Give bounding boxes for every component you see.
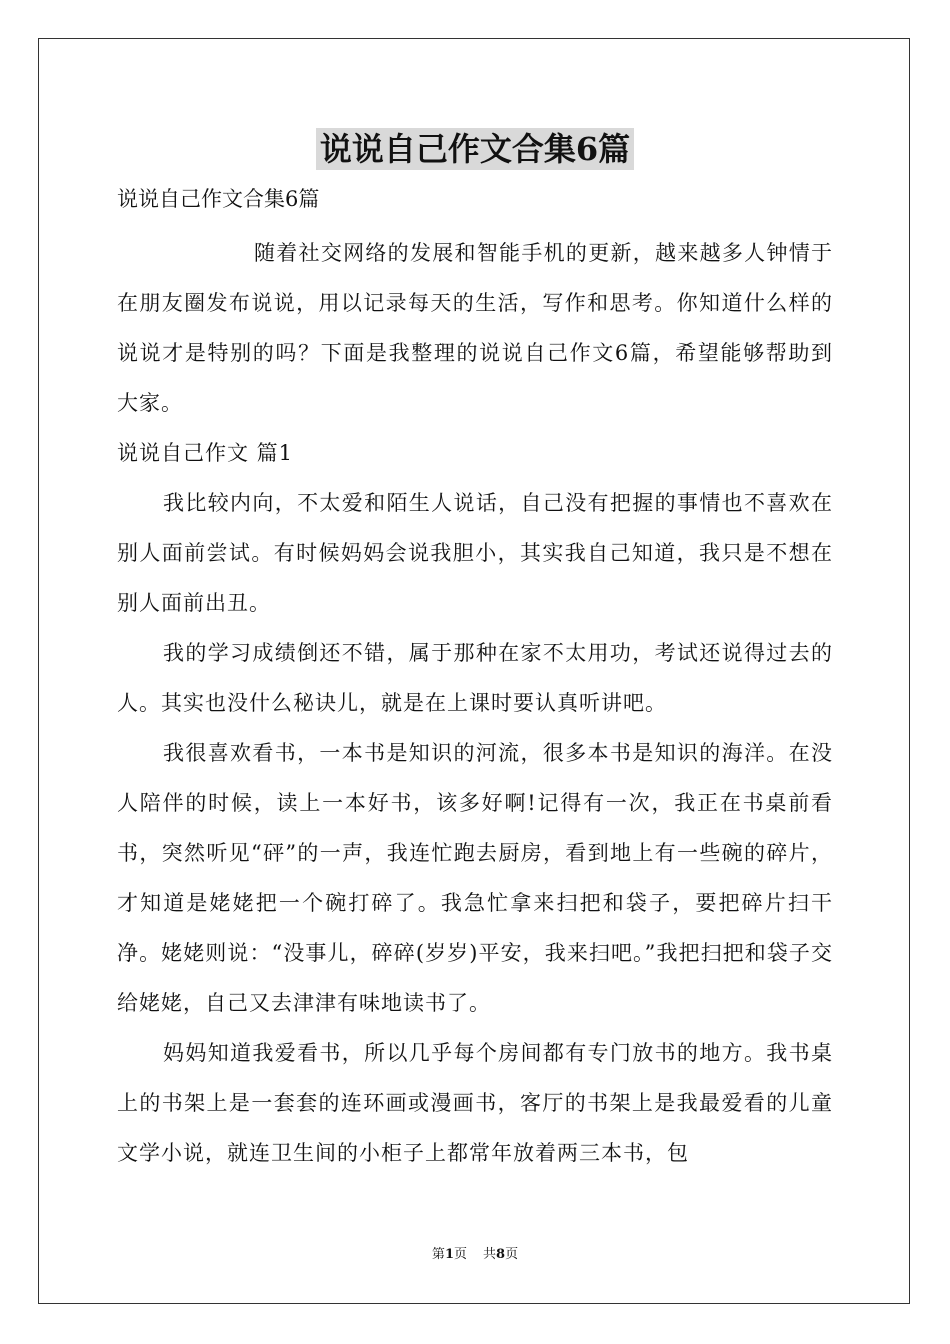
document-subtitle: 说说自己作文合集6篇 xyxy=(117,187,320,211)
footer-total-pages: 8 xyxy=(496,1247,506,1262)
footer-total-prefix: 共 xyxy=(483,1247,497,1262)
body-paragraph-1: 我比较内向，不太爱和陌生人说话，自己没有把握的事情也不喜欢在别人面前尝试。有时候妈妈会说我胆小，其实我自己知道，我只是不想在别人面前出丑。 xyxy=(117,491,833,615)
body-paragraph-3: 我很喜欢看书，一本书是知识的河流，很多本书是知识的海洋。在没人陪伴的时候，读上一本好书，该多好啊!记得有一次，我正在书桌前看书，突然听见“砰”的一声，我连忙跑去厨房，看到地上有一些碗的碎片，才知道是姥姥把一个碗打碎了。我急忙拿来扫把和袋子，要把碎片扫干净。姥姥则说：“没事儿，碎碎(岁岁)平安，我来扫吧。”我把扫把和袋子交给姥姥，自己又去津津有味地读书了。 xyxy=(117,741,833,1015)
footer-page-suffix: 页 xyxy=(453,1247,467,1262)
document-body xyxy=(117,228,833,1178)
footer-total-suffix: 页 xyxy=(505,1247,519,1262)
footer-page-prefix: 第 xyxy=(431,1247,445,1262)
intro-paragraph: 随着社交网络的发展和智能手机的更新，越来越多人钟情于在朋友圈发布说说，用以记录每天的生活，写作和思考。你知道什么样的说说才是特别的吗？下面是我整理的说说自己作文6篇，希望能够帮助到大家。 xyxy=(117,241,833,415)
document-title: 说说自己作文合集6篇 xyxy=(316,128,634,170)
title-container xyxy=(0,128,950,170)
body-paragraph-4: 妈妈知道我爱看书，所以几乎每个房间都有专门放书的地方。我书桌上的书架上是一套套的连环画或漫画书，客厅的书架上是我最爱看的儿童文学小说，就连卫生间的小柜子上都常年放着两三本书，包 xyxy=(117,1041,833,1165)
footer-page-current: 1 xyxy=(444,1247,454,1262)
page-footer xyxy=(0,1246,950,1264)
body-paragraph-2: 我的学习成绩倒还不错，属于那种在家不太用功，考试还说得过去的人。其实也没什么秘诀儿，就是在上课时要认真听讲吧。 xyxy=(117,641,833,715)
section-heading: 说说自己作文 篇1 xyxy=(117,441,294,465)
